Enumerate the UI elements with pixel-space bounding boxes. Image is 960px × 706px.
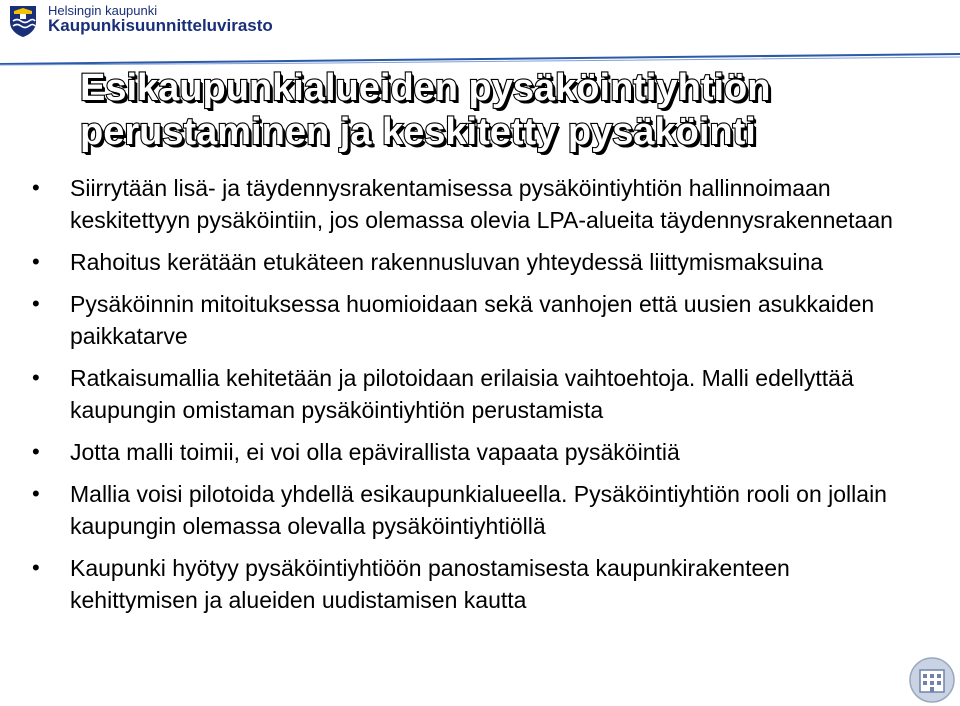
bullet-dot: • — [32, 175, 40, 200]
bullet-text: Ratkaisumallia kehitetään ja pilotoidaan erilaisia vaihtoehtoja. Malli edellyttää kaupungin omistaman pysäköintiyhtiön perustamista — [70, 365, 854, 423]
bullet-list — [30, 172, 910, 626]
bullet-item — [30, 552, 910, 616]
bullet-item — [30, 246, 910, 278]
org-name-big: Kaupunkisuunnitteluvirasto — [48, 16, 273, 35]
bullet-dot: • — [32, 439, 40, 464]
bullet-text: Pysäköinnin mitoituksessa huomioidaan sekä vanhojen että uusien asukkaiden paikkatarve — [70, 291, 875, 349]
bullet-item — [30, 436, 910, 468]
bullet-text: Mallia voisi pilotoida yhdellä esikaupunkialueella. Pysäköintiyhtiön rooli on jollain kaupungin olemassa olevalla pysäköintiyhtiöllä — [70, 481, 887, 539]
org-name-small: Helsingin kaupunki — [48, 3, 158, 18]
bullet-item — [30, 172, 910, 236]
bullet-dot: • — [32, 365, 40, 390]
slide-title-line-1: Esikaupunkialueiden pysäköintiyhtiön — [80, 67, 771, 109]
bullet-item — [30, 288, 910, 352]
bullet-text: Kaupunki hyötyy pysäköintiyhtiöön panostamisesta kaupunkirakenteen kehittymisen ja alueiden uudistamisen kautta — [70, 555, 790, 613]
bullet-text: Siirrytään lisä- ja täydennysrakentamisessa pysäköintiyhtiön hallinnoimaan keskitettyyn pysäköintiin, jos olemassa olevia LPA-alueita täydennysrakennetaan — [70, 175, 893, 233]
bullet-item — [30, 478, 910, 542]
building-icon[interactable] — [908, 656, 956, 704]
bullet-text: Jotta malli toimii, ei voi olla epävirallista vapaata pysäköintiä — [70, 439, 680, 465]
bullet-item — [30, 362, 910, 426]
header-divider — [0, 52, 960, 66]
slide-title-line-2: perustaminen ja keskitetty pysäköinti — [80, 111, 756, 153]
bullet-dot: • — [32, 481, 40, 506]
bullet-dot: • — [32, 249, 40, 274]
slide-title — [80, 66, 940, 154]
bullet-dot: • — [32, 555, 40, 580]
helsinki-crest-icon — [8, 4, 38, 38]
slide-header — [0, 0, 960, 70]
bullet-text: Rahoitus kerätään etukäteen rakennusluvan yhteydessä liittymismaksuina — [70, 249, 824, 275]
bullet-dot: • — [32, 291, 40, 316]
